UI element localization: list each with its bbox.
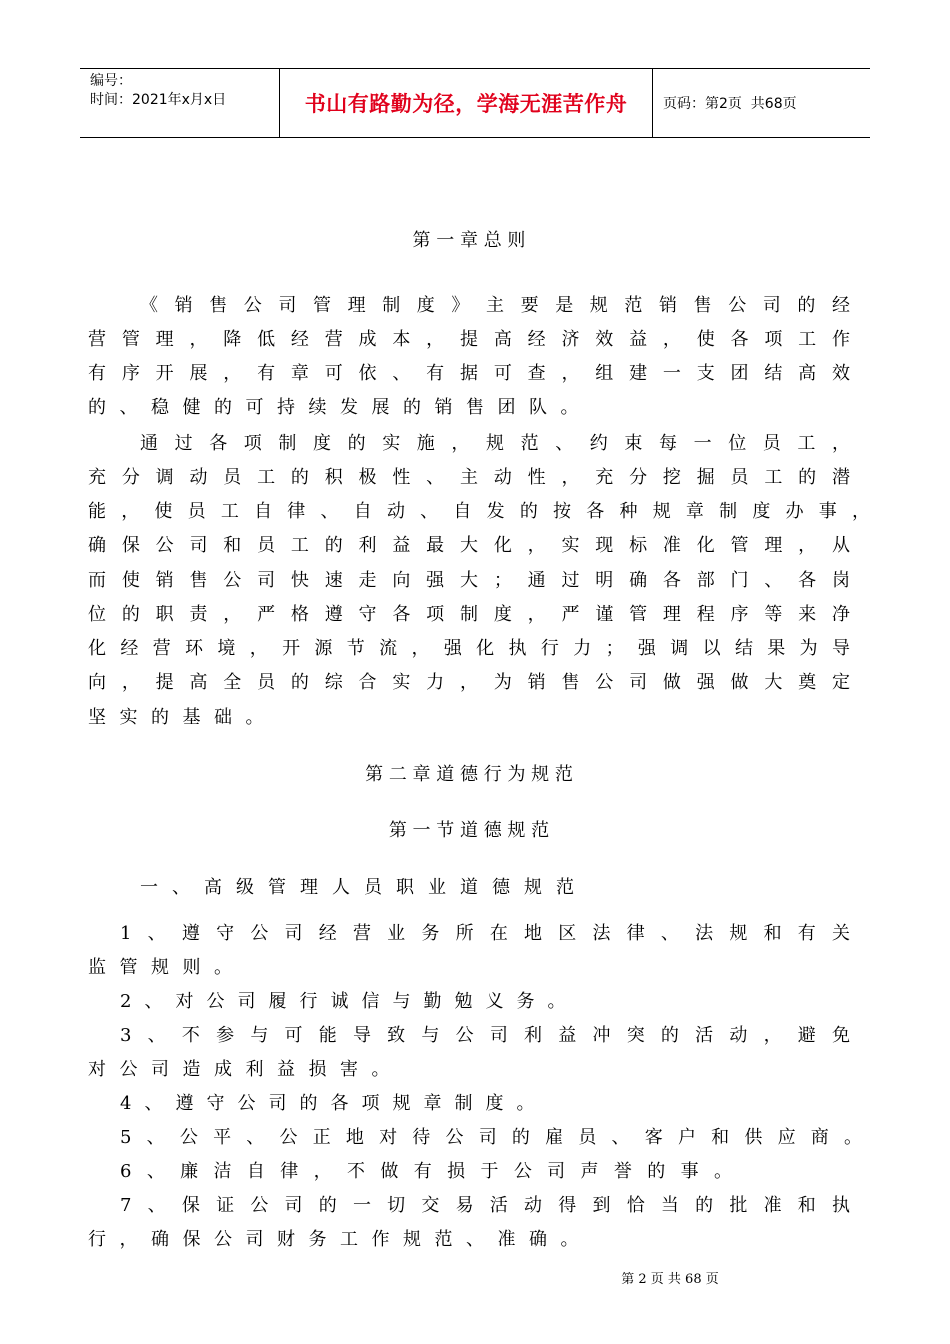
list-item: 7、保证公司的一切交易活动得到恰当的批准和执 bbox=[120, 1195, 850, 1216]
paragraph-line: 《销售公司管理制度》主要是规范销售公司的经 bbox=[140, 295, 850, 316]
paragraph-line: 确保公司和员工的利益最大化，实现标准化管理，从 bbox=[88, 535, 850, 556]
paragraph-line: 通过各项制度的实施，规范、约束每一位员工， bbox=[140, 433, 850, 454]
paragraph-line: 有序开展，有章可依、有据可查，组建一支团结高效 bbox=[88, 363, 850, 384]
page-footer: 第 2 页 共 68 页 bbox=[621, 1272, 719, 1287]
section-title: 第 一 节 道 德 规 范 bbox=[388, 820, 550, 841]
list-item: 2、对公司履行诚信与勤勉义务。 bbox=[120, 991, 579, 1012]
header-page-info-text: 页码：第2页 共68页 bbox=[663, 96, 797, 112]
list-item: 6、廉洁自律，不做有损于公司声誉的事。 bbox=[120, 1161, 732, 1182]
paragraph-line: 充分调动员工的积极性、主动性，充分挖掘员工的潜 bbox=[88, 467, 850, 488]
paragraph-line: 坚实的基础。 bbox=[88, 707, 277, 728]
list-item: 1、遵守公司经营业务所在地区法律、法规和有关 bbox=[120, 923, 850, 944]
document-number-label: 编号： bbox=[90, 73, 132, 89]
paragraph-line: 化经营环境，开源节流，强化执行力；强调以结果为导 bbox=[88, 638, 850, 659]
paragraph-line: 的、稳健的可持续发展的销售团队。 bbox=[88, 397, 592, 418]
list-item: 监管规则。 bbox=[88, 957, 246, 978]
document-header bbox=[80, 68, 870, 138]
paragraph-line: 而使销售公司快速走向强大；通过明确各部门、各岗 bbox=[88, 570, 850, 591]
document-date-label: 时间：2021年x月x日 bbox=[90, 92, 227, 108]
paragraph-line: 向，提高全员的综合实力，为销售公司做强做大奠定 bbox=[88, 672, 850, 693]
header-motto: 书山有路勤为径，学海无涯苦作舟 bbox=[280, 69, 653, 137]
paragraph-line: 位的职责，严格遵守各项制度，严谨管理程序等来净 bbox=[88, 604, 850, 625]
list-item: 5、公平、公正地对待公司的雇员、客户和供应商。 bbox=[120, 1127, 862, 1148]
list-item: 4、遵守公司的各项规章制度。 bbox=[120, 1093, 548, 1114]
header-meta bbox=[80, 69, 280, 137]
paragraph-line: 营管理，降低经营成本，提高经济效益，使各项工作 bbox=[88, 329, 850, 350]
list-item: 行，确保公司财务工作规范、准确。 bbox=[88, 1229, 592, 1250]
subsection-title: 一、高级管理人员职业道德规范 bbox=[140, 877, 588, 898]
chapter-title: 第 一 章 总 则 bbox=[412, 230, 526, 251]
chapter-title: 第 二 章 道 德 行 为 规 范 bbox=[365, 764, 573, 785]
list-item: 3、不参与可能导致与公司利益冲突的活动，避免 bbox=[120, 1025, 850, 1046]
paragraph-line: 能，使员工自律、自动、自发的按各种规章制度办事， bbox=[88, 501, 870, 522]
header-page-info bbox=[653, 69, 870, 137]
list-item: 对公司造成利益损害。 bbox=[88, 1059, 403, 1080]
